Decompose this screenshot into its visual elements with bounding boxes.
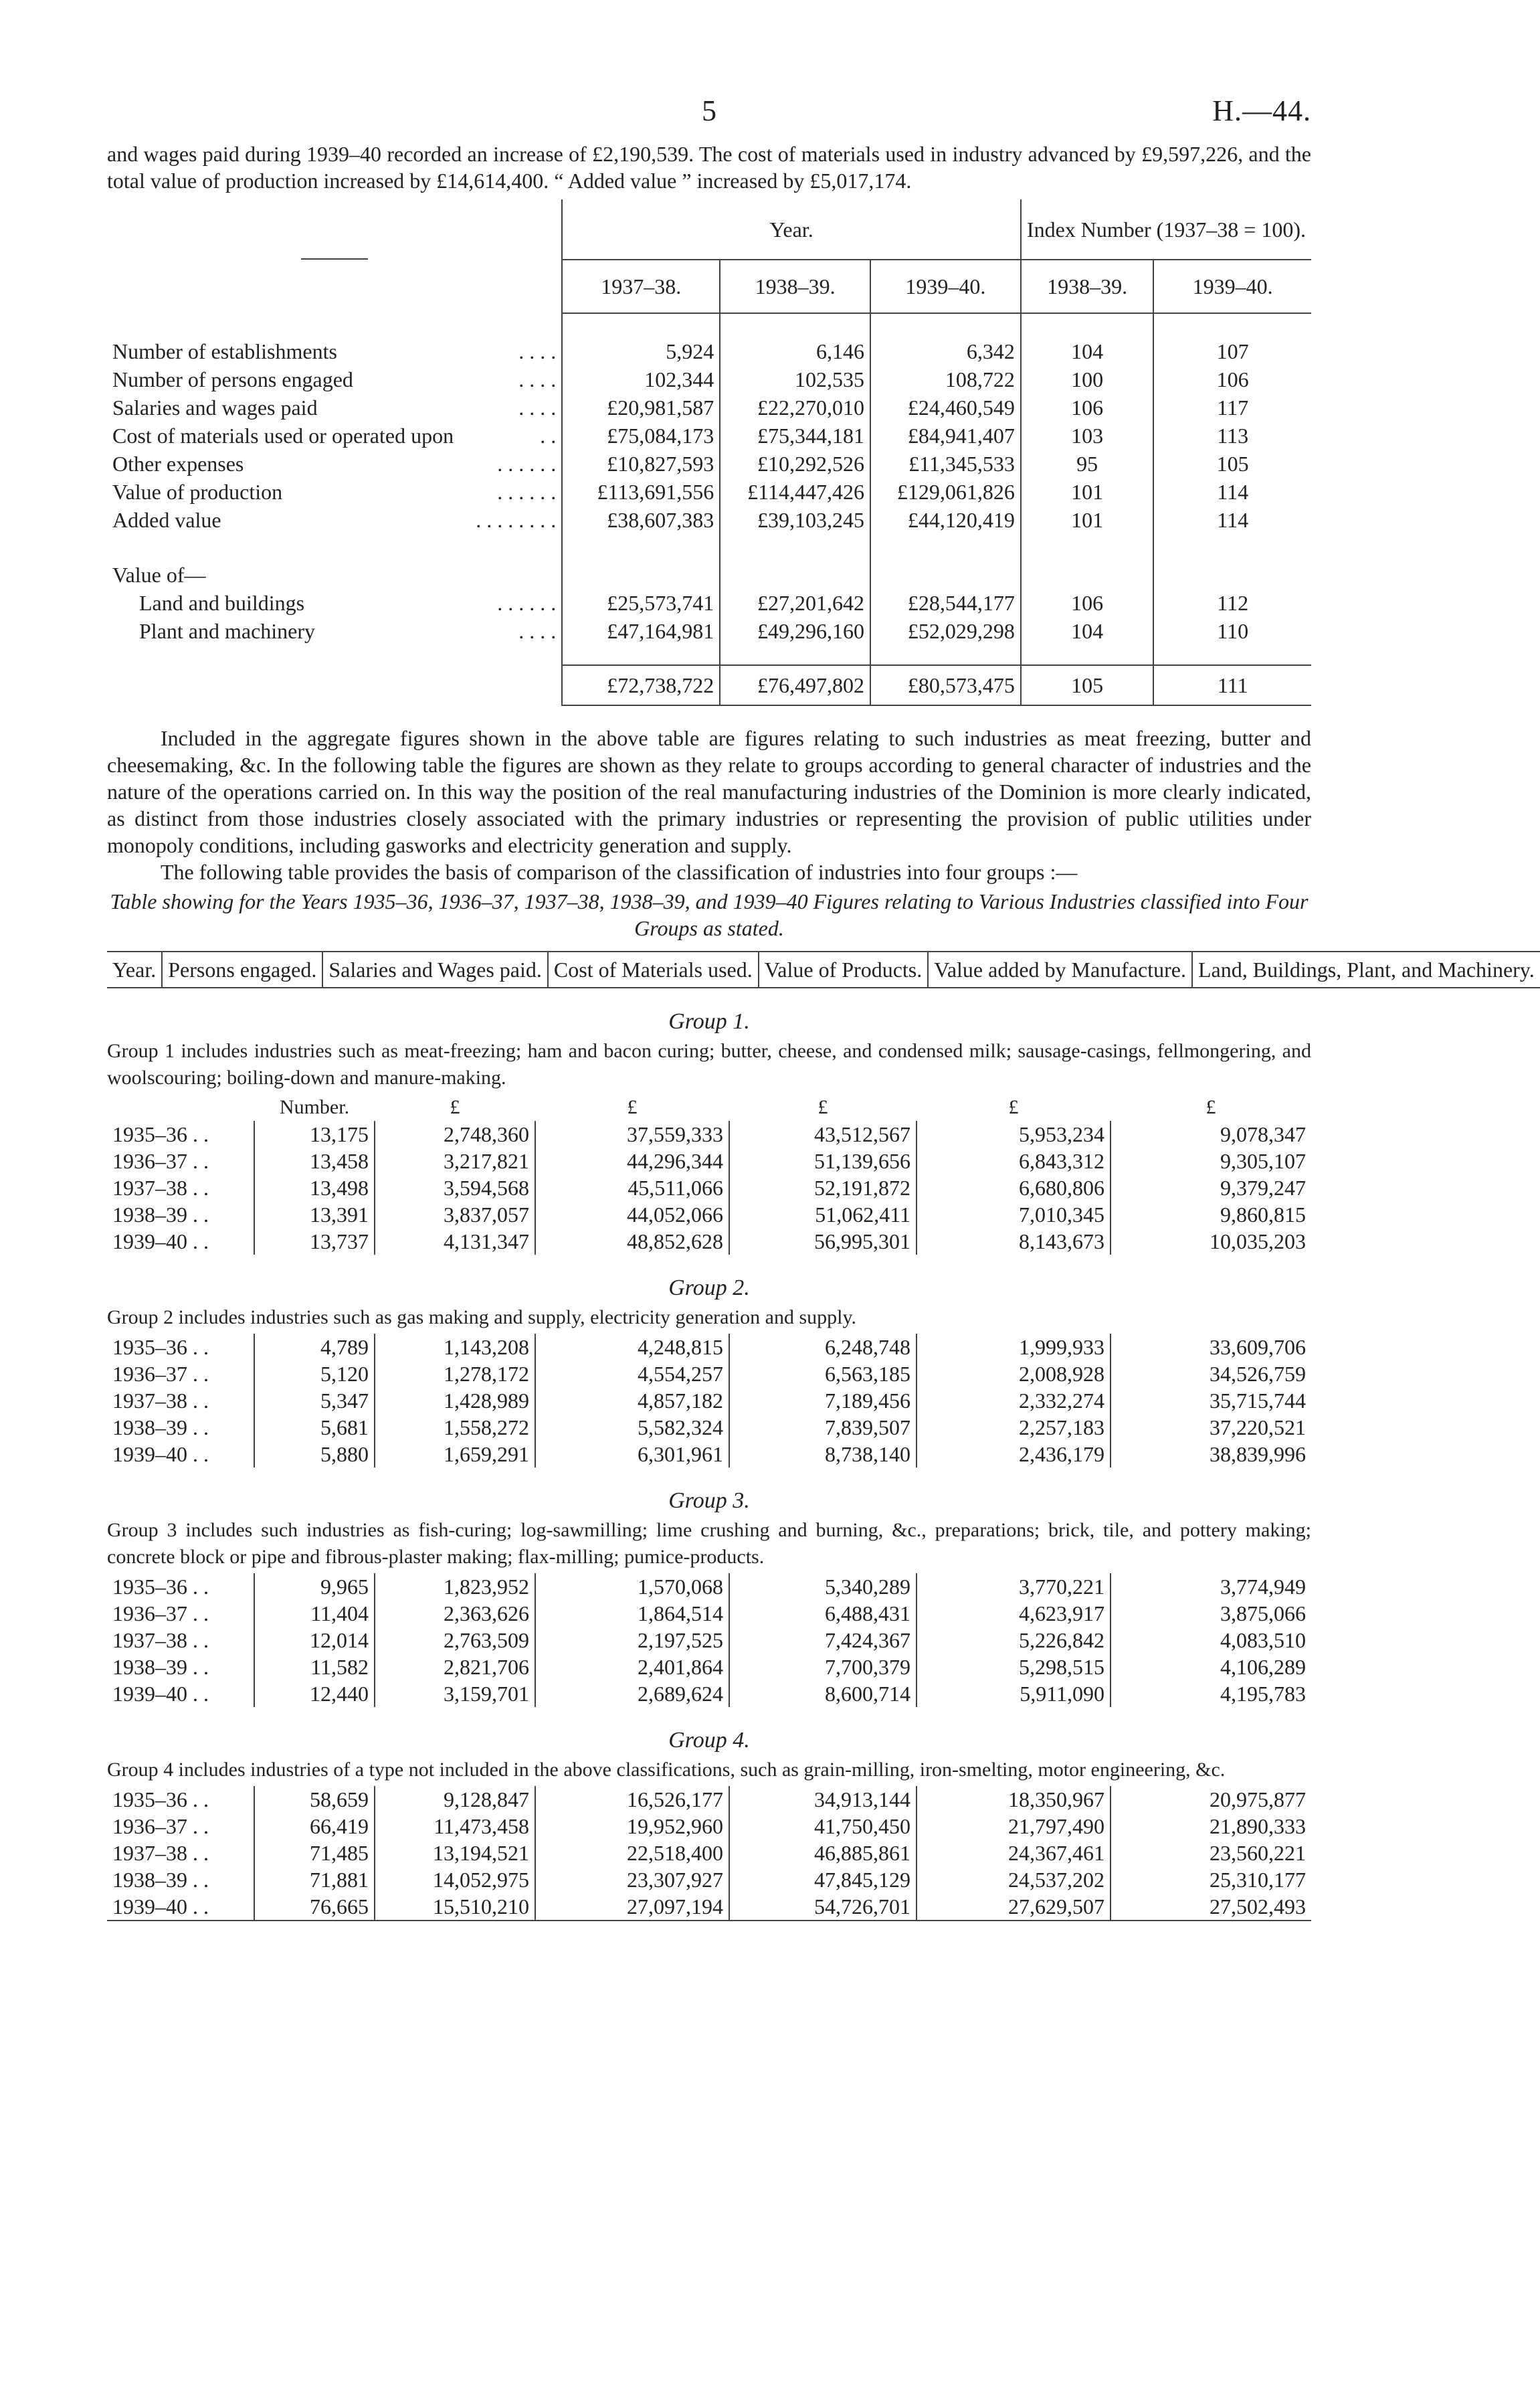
leader-dots: . . . . . . <box>497 452 557 476</box>
year-cell: 1937–38 . . <box>112 1176 209 1200</box>
row-label: Cost of materials used or operated upon <box>112 424 454 448</box>
row-label: Number of establishments <box>112 339 337 363</box>
table-cell: 54,726,701 <box>729 1893 917 1921</box>
table-cell: 6,146 <box>720 337 870 365</box>
table-cell: 2,257,183 <box>917 1414 1111 1441</box>
table-cell: 6,342 <box>870 337 1021 365</box>
table-row <box>107 1334 1311 1360</box>
table-row <box>107 1654 1311 1680</box>
column-header: 1938–39. <box>720 260 870 313</box>
leader-dots: . . <box>540 424 557 448</box>
table-cell: 9,379,247 <box>1111 1174 1311 1201</box>
table-cell: 4,789 <box>254 1334 375 1360</box>
table-cell: 1,428,989 <box>375 1387 535 1414</box>
unit-label: Number. <box>279 1096 350 1118</box>
table-cell: 3,770,221 <box>917 1573 1111 1600</box>
table-cell: 1,864,514 <box>535 1600 729 1627</box>
table-cell: 7,839,507 <box>729 1414 917 1441</box>
value-of-label: Value of— <box>112 563 206 587</box>
table-cell: 117 <box>1153 393 1311 422</box>
row-label: Number of persons engaged <box>112 367 353 391</box>
table-cell: 51,062,411 <box>729 1201 917 1228</box>
summary-row <box>107 561 1311 589</box>
year-cell: 1939–40 . . <box>112 1682 209 1706</box>
units-row <box>107 1094 1311 1121</box>
table-cell: 14,052,975 <box>375 1866 535 1893</box>
row-label: Plant and machinery <box>139 619 316 643</box>
table-cell: 9,860,815 <box>1111 1201 1311 1228</box>
groups-header-row <box>107 952 1540 988</box>
table-cell: 104 <box>1021 337 1153 365</box>
groups-table-body <box>107 988 1311 1921</box>
table-cell: 5,120 <box>254 1360 375 1387</box>
table-cell: 102,344 <box>562 365 720 393</box>
table-row <box>107 1360 1311 1387</box>
table-cell: 106 <box>1153 365 1311 393</box>
group-description-row <box>107 1514 1311 1573</box>
column-header: Value of Products. <box>759 952 929 988</box>
group-title-row <box>107 1467 1311 1514</box>
table-cell: 27,097,194 <box>535 1893 729 1921</box>
group-description-row <box>107 1035 1311 1094</box>
summary-row <box>107 450 1311 478</box>
table-cell: 5,880 <box>254 1441 375 1467</box>
table-cell: 5,953,234 <box>917 1121 1111 1148</box>
year-cell: 1937–38 . . <box>112 1841 209 1865</box>
year-cell: 1935–36 . . <box>112 1787 209 1811</box>
table-cell: 3,875,066 <box>1111 1600 1311 1627</box>
summary-row <box>107 506 1311 534</box>
table-cell: 5,347 <box>254 1387 375 1414</box>
table-cell: 101 <box>1021 478 1153 506</box>
table-cell: 43,512,567 <box>729 1121 917 1148</box>
table-cell: 35,715,744 <box>1111 1387 1311 1414</box>
summary-total-row <box>107 665 1311 705</box>
table-cell: 5,924 <box>562 337 720 365</box>
table-cell: 105 <box>1153 450 1311 478</box>
table-cell: 4,623,917 <box>917 1600 1111 1627</box>
table-cell: 5,226,842 <box>917 1627 1111 1654</box>
table-row <box>107 1573 1311 1600</box>
table-cell: 13,458 <box>254 1148 375 1174</box>
table-cell: 4,857,182 <box>535 1387 729 1414</box>
unit-label: £ <box>450 1096 460 1118</box>
table-cell: 4,195,783 <box>1111 1680 1311 1707</box>
table-cell: 23,560,221 <box>1111 1840 1311 1866</box>
table-cell: 6,248,748 <box>729 1334 917 1360</box>
year-cell: 1935–36 . . <box>112 1575 209 1599</box>
table-row <box>107 1148 1311 1174</box>
year-cell: 1938–39 . . <box>112 1415 209 1439</box>
table-cell: 2,689,624 <box>535 1680 729 1707</box>
table-cell: £113,691,556 <box>562 478 720 506</box>
summary-stub-header <box>107 199 562 313</box>
summary-row <box>107 478 1311 506</box>
table-cell: 2,763,509 <box>375 1627 535 1654</box>
table-cell: 3,837,057 <box>375 1201 535 1228</box>
group-title-row <box>107 988 1311 1035</box>
table-row <box>107 1387 1311 1414</box>
table-cell: 51,139,656 <box>729 1148 917 1174</box>
table-cell: 27,629,507 <box>917 1893 1111 1921</box>
table-cell: 4,131,347 <box>375 1228 535 1255</box>
table-cell: 4,106,289 <box>1111 1654 1311 1680</box>
table-cell: £47,164,981 <box>562 617 720 645</box>
row-label: Land and buildings <box>139 591 305 615</box>
group-description-row <box>107 1302 1311 1334</box>
table-cell: 5,582,324 <box>535 1414 729 1441</box>
table-cell: 1,659,291 <box>375 1441 535 1467</box>
table-cell: 7,189,456 <box>729 1387 917 1414</box>
table-cell: 108,722 <box>870 365 1021 393</box>
table-cell: £22,270,010 <box>720 393 870 422</box>
groups-table <box>107 951 1540 988</box>
table-cell: £44,120,419 <box>870 506 1021 534</box>
table-cell: 1,278,172 <box>375 1360 535 1387</box>
table-cell: 47,845,129 <box>729 1866 917 1893</box>
table-cell: 13,737 <box>254 1228 375 1255</box>
table-cell: 7,424,367 <box>729 1627 917 1654</box>
table-cell: 76,665 <box>254 1893 375 1921</box>
table-cell: 52,191,872 <box>729 1174 917 1201</box>
table-cell: 11,582 <box>254 1654 375 1680</box>
table-cell: 44,052,066 <box>535 1201 729 1228</box>
table-cell: 6,843,312 <box>917 1148 1111 1174</box>
table-cell: 13,498 <box>254 1174 375 1201</box>
column-header: 1938–39. <box>1021 260 1153 313</box>
table-cell: 10,035,203 <box>1111 1228 1311 1255</box>
total-cell: £72,738,722 <box>562 665 720 705</box>
table-cell: 4,248,815 <box>535 1334 729 1360</box>
table-cell: 9,078,347 <box>1111 1121 1311 1148</box>
unit-label <box>107 1094 254 1121</box>
table-cell: £84,941,407 <box>870 422 1021 450</box>
year-cell: 1935–36 . . <box>112 1335 209 1359</box>
table-cell: 66,419 <box>254 1813 375 1840</box>
paragraph-comparison: The following table provides the basis of comparison of the classification of industries into four groups :— <box>161 860 1078 884</box>
paragraph-included-industries: Included in the aggregate figures shown in the above table are figures relating to such industries as meat freezing, butter and cheesemaking, &c. In the following table the figures are shown as they relate to groups according to general character of industries and the nature of the operations carried on. In this way the position of the real manufacturing industries of the Dominion is more clearly indicated, as distinct from those industries closely associated with the primary industries or representing the provision of public utilities under monopoly conditions, including gasworks and electricity generation and supply. <box>107 726 1311 857</box>
table-cell: 8,600,714 <box>729 1680 917 1707</box>
table-cell: 12,014 <box>254 1627 375 1654</box>
column-header: Cost of Materials used. <box>548 952 759 988</box>
table-cell: 41,750,450 <box>729 1813 917 1840</box>
column-header: Salaries and Wages paid. <box>322 952 548 988</box>
table-cell: £129,061,826 <box>870 478 1021 506</box>
table-cell: 5,340,289 <box>729 1573 917 1600</box>
table-cell: 8,143,673 <box>917 1228 1111 1255</box>
table-cell: 11,473,458 <box>375 1813 535 1840</box>
table-cell: 8,738,140 <box>729 1441 917 1467</box>
table-cell: £39,103,245 <box>720 506 870 534</box>
leader-dots: . . . . <box>518 339 557 363</box>
row-label: Salaries and wages paid <box>112 395 318 420</box>
leader-dots: . . . . <box>518 619 557 643</box>
unit-label: £ <box>817 1096 828 1118</box>
table-cell: 37,220,521 <box>1111 1414 1311 1441</box>
year-cell: 1936–37 . . <box>112 1601 209 1625</box>
table-cell: £20,981,587 <box>562 393 720 422</box>
table-cell: 1,143,208 <box>375 1334 535 1360</box>
table-cell: 24,367,461 <box>917 1840 1111 1866</box>
table-cell: 13,194,521 <box>375 1840 535 1866</box>
table-cell: £10,292,526 <box>720 450 870 478</box>
table-cell: 3,159,701 <box>375 1680 535 1707</box>
group-title: Group 3. <box>668 1488 750 1513</box>
group-description-row <box>107 1754 1311 1786</box>
table-row <box>107 1414 1311 1441</box>
table-row <box>107 1786 1311 1813</box>
summary-row <box>107 589 1311 617</box>
year-cell: 1935–36 . . <box>112 1122 209 1146</box>
table-caption: Table showing for the Years 1935–36, 1936–37, 1937–38, 1938–39, and 1939–40 Figures relating to Various Industries classified into Four Groups as stated. <box>110 889 1309 940</box>
table-cell: £10,827,593 <box>562 450 720 478</box>
table-cell: 21,890,333 <box>1111 1813 1311 1840</box>
leader-dots: . . . . . . . . <box>476 508 557 532</box>
table-cell: 27,502,493 <box>1111 1893 1311 1921</box>
table-cell: 2,197,525 <box>535 1627 729 1654</box>
table-row <box>107 1893 1311 1921</box>
table-row <box>107 1840 1311 1866</box>
year-cell: 1938–39 . . <box>112 1655 209 1679</box>
total-cell: £76,497,802 <box>720 665 870 705</box>
column-header: Persons engaged. <box>162 952 322 988</box>
table-cell: 107 <box>1153 337 1311 365</box>
table-cell: 102,535 <box>720 365 870 393</box>
index-number-header: Index Number (1937–38 = 100). <box>1021 199 1311 260</box>
table-cell: £11,345,533 <box>870 450 1021 478</box>
year-cell: 1936–37 . . <box>112 1362 209 1386</box>
table-cell: 46,885,861 <box>729 1840 917 1866</box>
table-cell: £75,084,173 <box>562 422 720 450</box>
table-cell: 38,839,996 <box>1111 1441 1311 1467</box>
group-title: Group 2. <box>668 1275 750 1300</box>
leader-dots: . . . . . . <box>497 480 557 504</box>
table-cell: £114,447,426 <box>720 478 870 506</box>
table-row <box>107 1600 1311 1627</box>
row-label: Added value <box>112 508 221 532</box>
row-label: Other expenses <box>112 452 244 476</box>
table-cell: 1,570,068 <box>535 1573 729 1600</box>
table-cell: 44,296,344 <box>535 1148 729 1174</box>
year-cell: 1939–40 . . <box>112 1894 209 1919</box>
table-cell: 113 <box>1153 422 1311 450</box>
table-row <box>107 1627 1311 1654</box>
table-cell: 114 <box>1153 506 1311 534</box>
year-cell: 1938–39 . . <box>112 1868 209 1892</box>
table-cell: 56,995,301 <box>729 1228 917 1255</box>
table-cell: £28,544,177 <box>870 589 1021 617</box>
summary-row <box>107 422 1311 450</box>
table-cell: 48,852,628 <box>535 1228 729 1255</box>
intro-paragraph: and wages paid during 1939–40 recorded an increase of £2,190,539. The cost of materials used in industry advanced by £9,597,226, and the total value of production increased by £14,614,400. “ Added value ” increased by £5,017,174. <box>107 142 1311 193</box>
year-cell: 1936–37 . . <box>112 1814 209 1838</box>
table-cell: 9,128,847 <box>375 1786 535 1813</box>
table-cell: 21,797,490 <box>917 1813 1111 1840</box>
table-row <box>107 1813 1311 1840</box>
leader-dots: . . . . <box>518 367 557 391</box>
table-cell: 71,881 <box>254 1866 375 1893</box>
group-title-row <box>107 1255 1311 1302</box>
table-cell: 58,659 <box>254 1786 375 1813</box>
table-cell: 6,680,806 <box>917 1174 1111 1201</box>
column-header: Year. <box>112 958 157 982</box>
table-cell: 5,911,090 <box>917 1680 1111 1707</box>
summary-row <box>107 365 1311 393</box>
table-row <box>107 1866 1311 1893</box>
table-cell: 2,363,626 <box>375 1600 535 1627</box>
table-cell: £27,201,642 <box>720 589 870 617</box>
table-cell: 3,774,949 <box>1111 1573 1311 1600</box>
table-cell: £52,029,298 <box>870 617 1021 645</box>
year-cell: 1939–40 . . <box>112 1229 209 1253</box>
total-cell: 105 <box>1021 665 1153 705</box>
table-cell: 2,821,706 <box>375 1654 535 1680</box>
table-cell: 2,332,274 <box>917 1387 1111 1414</box>
table-row <box>107 1201 1311 1228</box>
document-reference: H.—44. <box>1212 94 1311 127</box>
year-cell: 1939–40 . . <box>112 1442 209 1466</box>
leader-dots: . . . . <box>518 395 557 420</box>
table-cell: 2,401,864 <box>535 1654 729 1680</box>
summary-row <box>107 337 1311 365</box>
unit-label: £ <box>1206 1096 1216 1118</box>
table-cell: 34,913,144 <box>729 1786 917 1813</box>
table-cell: 4,083,510 <box>1111 1627 1311 1654</box>
table-cell: 25,310,177 <box>1111 1866 1311 1893</box>
group-title: Group 1. <box>668 1009 750 1034</box>
table-cell: £25,573,741 <box>562 589 720 617</box>
unit-label: £ <box>627 1096 638 1118</box>
table-cell: 2,008,928 <box>917 1360 1111 1387</box>
group-description: Group 4 includes industries of a type not included in the above classifications, such as grain-milling, iron-smelting, motor engineering, &c. <box>107 1759 1226 1781</box>
row-label: Value of production <box>112 480 283 504</box>
table-cell: 37,559,333 <box>535 1121 729 1148</box>
table-row <box>107 1121 1311 1148</box>
table-row <box>107 1680 1311 1707</box>
document-page <box>107 94 1535 1921</box>
column-header: 1937–38. <box>562 260 720 313</box>
year-cell: 1937–38 . . <box>112 1628 209 1652</box>
table-cell: 13,391 <box>254 1201 375 1228</box>
unit-label: £ <box>1008 1096 1019 1118</box>
leader-dots: . . . . . . <box>497 591 557 615</box>
table-cell: 16,526,177 <box>535 1786 729 1813</box>
table-cell: 20,975,877 <box>1111 1786 1311 1813</box>
table-cell: 3,217,821 <box>375 1148 535 1174</box>
table-cell: 19,952,960 <box>535 1813 729 1840</box>
year-cell: 1937–38 . . <box>112 1389 209 1413</box>
table-cell: 12,440 <box>254 1680 375 1707</box>
table-cell: 4,554,257 <box>535 1360 729 1387</box>
summary-row <box>107 393 1311 422</box>
column-header: 1939–40. <box>1153 260 1311 313</box>
table-cell: 13,175 <box>254 1121 375 1148</box>
table-cell: £75,344,181 <box>720 422 870 450</box>
year-header: Year. <box>562 199 1021 260</box>
table-cell: 6,301,961 <box>535 1441 729 1467</box>
table-cell: 6,563,185 <box>729 1360 917 1387</box>
table-cell: 1,999,933 <box>917 1334 1111 1360</box>
table-cell: 110 <box>1153 617 1311 645</box>
table-cell: 6,488,431 <box>729 1600 917 1627</box>
table-cell: 103 <box>1021 422 1153 450</box>
table-cell: 24,537,202 <box>917 1866 1111 1893</box>
table-cell: 95 <box>1021 450 1153 478</box>
summary-table <box>107 199 1311 706</box>
table-cell: 9,965 <box>254 1573 375 1600</box>
table-cell: 23,307,927 <box>535 1866 729 1893</box>
table-row <box>107 1228 1311 1255</box>
table-cell: £24,460,549 <box>870 393 1021 422</box>
table-cell: 5,298,515 <box>917 1654 1111 1680</box>
table-cell: 100 <box>1021 365 1153 393</box>
table-cell: 15,510,210 <box>375 1893 535 1921</box>
table-cell: 11,404 <box>254 1600 375 1627</box>
table-cell: 71,485 <box>254 1840 375 1866</box>
summary-row <box>107 617 1311 645</box>
year-cell: 1938–39 . . <box>112 1203 209 1227</box>
table-cell: 112 <box>1153 589 1311 617</box>
column-header: 1939–40. <box>870 260 1021 313</box>
page-header <box>107 94 1311 141</box>
table-cell: 1,823,952 <box>375 1573 535 1600</box>
table-cell: 7,700,379 <box>729 1654 917 1680</box>
table-cell: 2,436,179 <box>917 1441 1111 1467</box>
table-cell: 106 <box>1021 393 1153 422</box>
table-cell: 7,010,345 <box>917 1201 1111 1228</box>
column-header: Land, Buildings, Plant, and Machinery. <box>1192 952 1540 988</box>
table-cell: 3,594,568 <box>375 1174 535 1201</box>
year-cell: 1936–37 . . <box>112 1149 209 1173</box>
table-cell: £38,607,383 <box>562 506 720 534</box>
table-row <box>107 1174 1311 1201</box>
group-description: Group 3 includes such industries as fish-curing; log-sawmilling; lime crushing and burning, &c., preparations; brick, tile, and pottery making; concrete block or pipe and fibrous-plaster making; flax-milling; pumice-products. <box>107 1519 1311 1568</box>
table-cell: 106 <box>1021 589 1153 617</box>
column-header: Value added by Manufacture. <box>928 952 1192 988</box>
table-cell: 114 <box>1153 478 1311 506</box>
table-cell: 33,609,706 <box>1111 1334 1311 1360</box>
table-cell: 9,305,107 <box>1111 1148 1311 1174</box>
table-cell: 34,526,759 <box>1111 1360 1311 1387</box>
table-cell: £49,296,160 <box>720 617 870 645</box>
table-cell: 2,748,360 <box>375 1121 535 1148</box>
table-cell: 104 <box>1021 617 1153 645</box>
group-title-row <box>107 1707 1311 1754</box>
table-cell: 18,350,967 <box>917 1786 1111 1813</box>
total-cell: 111 <box>1153 665 1311 705</box>
table-cell: 22,518,400 <box>535 1840 729 1866</box>
table-cell: 101 <box>1021 506 1153 534</box>
page-number: 5 <box>702 94 716 127</box>
group-description: Group 2 includes industries such as gas making and supply, electricity generation and supply. <box>107 1306 857 1328</box>
total-cell: £80,573,475 <box>870 665 1021 705</box>
table-row <box>107 1441 1311 1467</box>
table-cell: 45,511,066 <box>535 1174 729 1201</box>
group-title: Group 4. <box>668 1728 750 1753</box>
table-cell: 5,681 <box>254 1414 375 1441</box>
table-cell: 1,558,272 <box>375 1414 535 1441</box>
group-description: Group 1 includes industries such as meat-freezing; ham and bacon curing; butter, cheese, and condensed milk; sausage-casings, fellmongering, and woolscouring; boiling-down and manure-making. <box>107 1040 1311 1089</box>
